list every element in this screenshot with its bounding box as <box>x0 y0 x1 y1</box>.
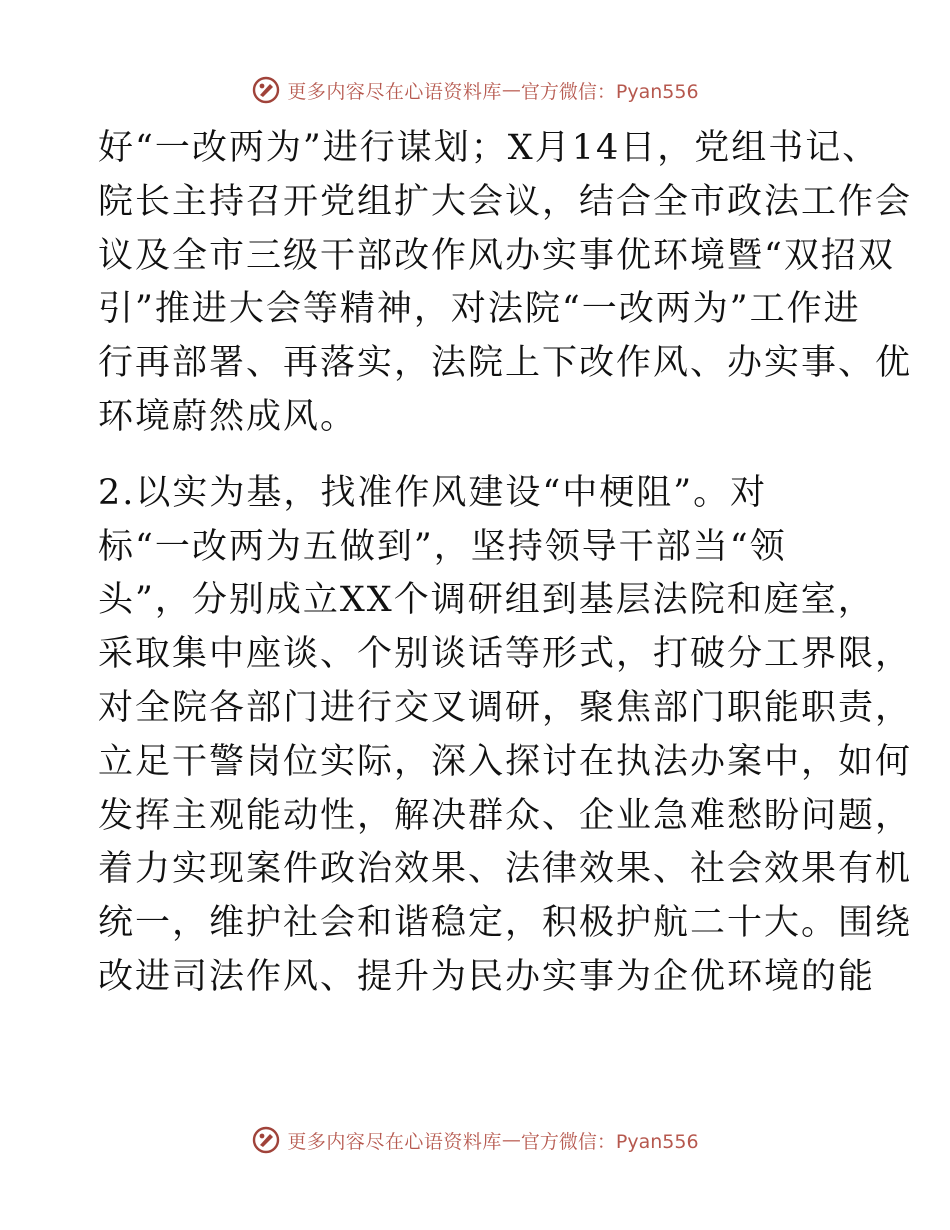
text-line: 采取集中座谈、个别谈话等形式，打破分工界限， <box>98 634 913 675</box>
text-line: 着力实现案件政治效果、法律效果、社会效果有机 <box>98 849 913 890</box>
brand-logo-icon <box>251 75 281 105</box>
text-line: 引”推进大会等精神，对法院“一改两为”工作进 <box>98 289 861 330</box>
text-line: 立足干警岗位实际，深入探讨在执法办案中，如何 <box>98 741 913 782</box>
text-line: 2.以实为基，找准作风建设“中梗阻”。对 <box>98 472 768 513</box>
text-line: 环境蔚然成风。 <box>98 396 358 437</box>
paragraph-1 <box>98 122 913 445</box>
header-watermark <box>0 70 950 110</box>
text-line: 行再部署、再落实，法院上下改作风、办实事、优 <box>98 343 913 384</box>
paragraph-gap <box>98 445 858 467</box>
text-line: 议及全市三级干部改作风办实事优环境暨“双招双 <box>98 235 895 276</box>
watermark-text: 更多内容尽在心语资料库 <box>287 1130 502 1153</box>
brand-logo-icon <box>251 1125 281 1155</box>
text-line: 统一，维护社会和谐稳定，积极护航二十大。围绕 <box>98 903 913 944</box>
paragraph-2 <box>98 467 913 1005</box>
watermark-account: 官方微信：Pyan556 <box>520 1130 699 1153</box>
document-body <box>98 122 913 1005</box>
text-line: 头”，分别成立XX个调研组到基层法院和庭室， <box>98 580 875 621</box>
watermark-account: 官方微信：Pyan556 <box>520 80 699 103</box>
text-line: 院长主持召开党组扩大会议，结合全市政法工作会 <box>98 181 913 222</box>
text-line: 改进司法作风、提升为民办实事为企优环境的能 <box>98 956 876 997</box>
text-line: 标“一改两为五做到”，坚持领导干部当“领 <box>98 526 787 567</box>
watermark-text: 更多内容尽在心语资料库 <box>287 80 502 103</box>
text-line: 发挥主观能动性，解决群众、企业急难愁盼问题， <box>98 795 913 836</box>
text-line: 好“一改两为”进行谋划；X月14日，党组书记、 <box>98 128 880 168</box>
watermark-dash: — <box>501 1129 521 1151</box>
watermark-dash: — <box>501 79 521 101</box>
text-line: 对全院各部门进行交叉调研，聚焦部门职能职责， <box>98 687 913 728</box>
footer-watermark <box>0 1120 950 1160</box>
